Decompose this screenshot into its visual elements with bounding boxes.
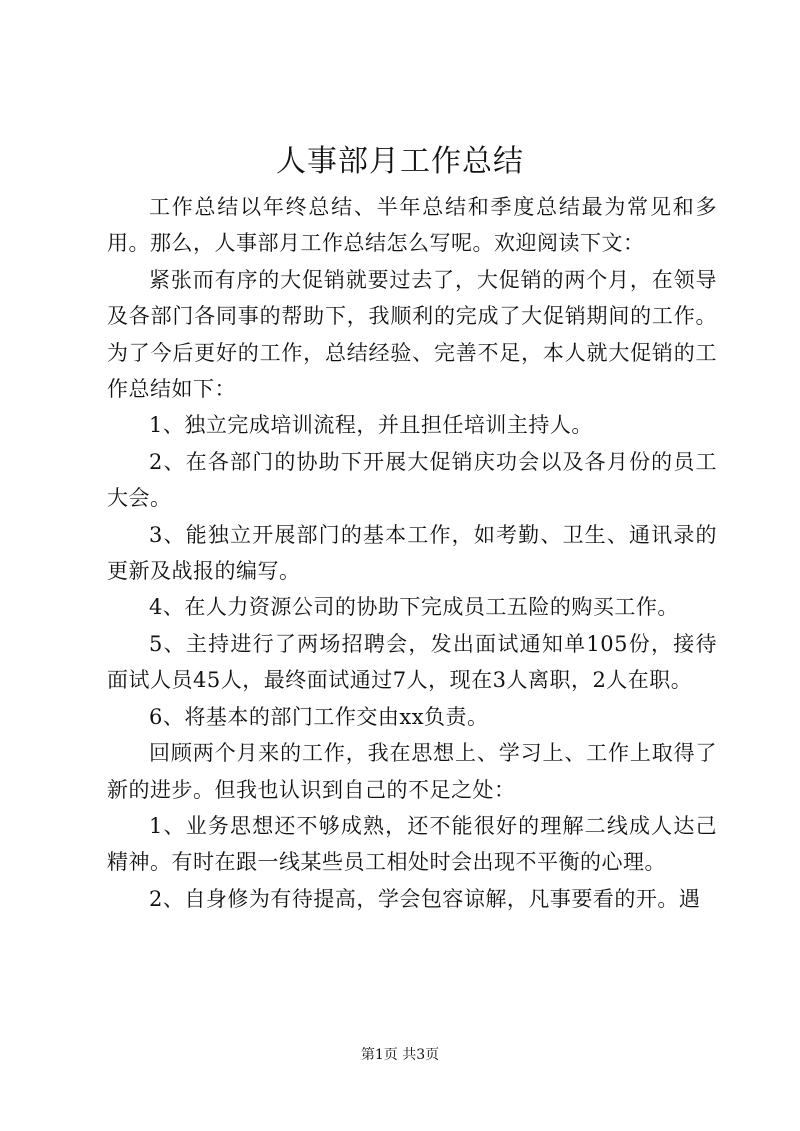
page-title: 人事部月工作总结 [276, 144, 524, 179]
document-body [107, 189, 717, 917]
paragraph-item-3: 3、能独立开展部门的基本工作，如考勤、卫生、通讯录的更新及战报的编写。 [107, 522, 717, 584]
paragraph-item-4: 4、在人力资源公司的协助下完成员工五险的购买工作。 [149, 595, 679, 620]
paragraph-intro: 工作总结以年终总结、半年总结和季度总结最为常见和多用。那么，人事部月工作总结怎么写呢。欢迎阅读下文： [107, 195, 717, 256]
paragraph-item-1: 1、独立完成培训流程，并且担任培训主持人。 [149, 413, 593, 438]
paragraph-background: 紧张而有序的大促销就要过去了，大促销的两个月，在领导及各部门各同事的帮助下，我顺利的完成了大促销期间的工作。为了今后更好的工作，总结经验、完善不足，本人就大促销的工作总结如下： [107, 267, 717, 402]
paragraph-item-2: 2、在各部门的协助下开展大促销庆功会以及各月份的员工大会。 [107, 449, 717, 511]
page-number-footer: 第1页 共3页 [360, 1047, 440, 1063]
paragraph-review: 回顾两个月来的工作，我在思想上、学习上、工作上取得了新的进步。但我也认识到自己的不足之处： [107, 741, 717, 802]
paragraph-item-5: 5、主持进行了两场招聘会，发出面试通知单105份，接待面试人员45人，最终面试通过7人，现在3人离职，2人在职。 [107, 631, 717, 693]
paragraph-shortcoming-2: 2、自身修为有待提高，学会包容谅解，凡事要看的开。遇 [149, 886, 701, 911]
paragraph-item-6: 6、将基本的部门工作交由xx负责。 [149, 704, 489, 729]
paragraph-shortcoming-1: 1、业务思想还不够成熟，还不能很好的理解二线成人达己精神。有时在跟一线某些员工相处时会出现不平衡的心理。 [107, 813, 717, 875]
